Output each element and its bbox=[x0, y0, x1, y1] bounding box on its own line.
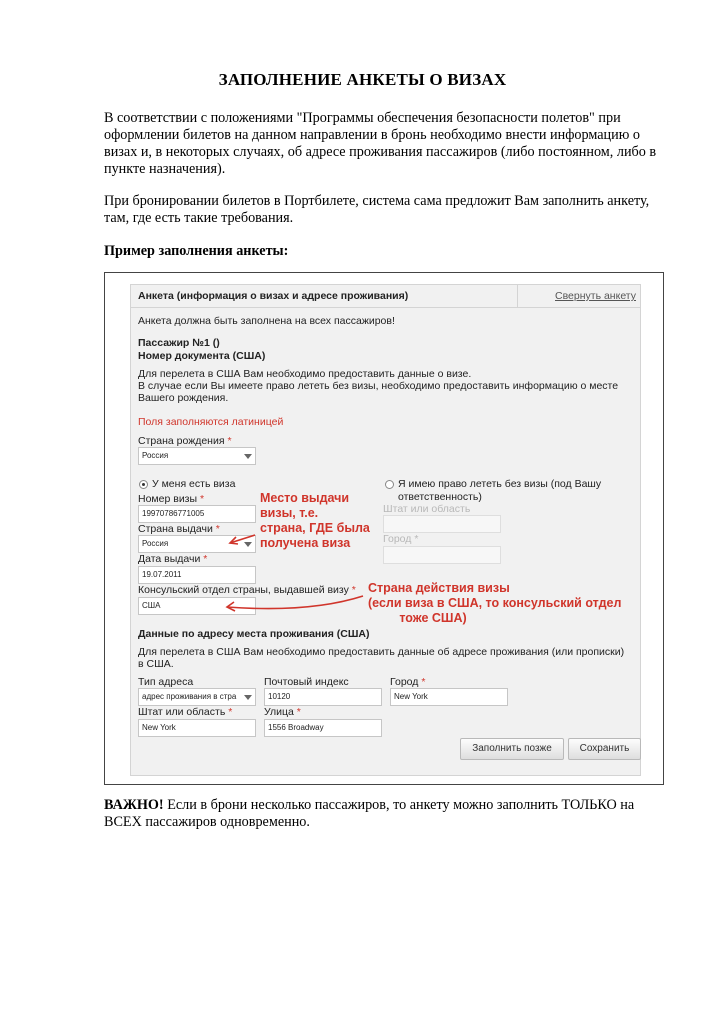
example-screenshot-frame bbox=[104, 272, 664, 785]
state-input[interactable]: New York bbox=[138, 719, 256, 737]
visa-validity-annotation: Страна действия визы (если виза в США, то консульский отдел тоже США) bbox=[368, 581, 622, 625]
state-label-disabled: Штат или область bbox=[383, 503, 471, 515]
form-title: Анкета (информация о визах и адресе проживания) bbox=[138, 290, 409, 302]
state-label: Штат или область * bbox=[138, 706, 233, 718]
issue-date-input[interactable]: 19.07.2011 bbox=[138, 566, 256, 584]
has-visa-label: У меня есть виза bbox=[152, 478, 236, 490]
passenger-title: Пассажир №1 () bbox=[138, 337, 220, 349]
address-type-select[interactable]: адрес проживания в стра bbox=[138, 688, 256, 706]
postal-code-input[interactable]: 10120 bbox=[264, 688, 382, 706]
address-info-line: Для перелета в США Вам необходимо предоставить данные об адресе проживания (или прописки) bbox=[138, 646, 625, 658]
street-input[interactable]: 1556 Broadway bbox=[264, 719, 382, 737]
postal-code-label: Почтовый индекс bbox=[264, 676, 349, 688]
latin-note: Поля заполняются латиницей bbox=[138, 416, 284, 428]
save-button[interactable]: Сохранить bbox=[568, 738, 641, 760]
no-visa-label: ответственность) bbox=[398, 491, 482, 503]
collapse-form-link[interactable]: Свернуть анкету bbox=[555, 290, 636, 302]
birth-country-select[interactable]: Россия bbox=[138, 447, 256, 465]
address-info-line: в США. bbox=[138, 658, 174, 670]
issue-country-label: Страна выдачи * bbox=[138, 523, 220, 535]
visa-number-label: Номер визы * bbox=[138, 493, 205, 505]
arrow-to-consulate bbox=[227, 596, 363, 609]
street-label: Улица * bbox=[264, 706, 301, 718]
important-note bbox=[104, 797, 664, 831]
all-passengers-note: Анкета должна быть заполнена на всех пассажиров! bbox=[138, 315, 395, 327]
booking-paragraph: При бронировании билетов в Портбилете, система сама предложит Вам заполнить анкету, там, где есть такие требования. bbox=[104, 193, 650, 226]
city-label-disabled: Город * bbox=[383, 533, 419, 545]
fill-later-button[interactable]: Заполнить позже bbox=[460, 738, 564, 760]
visa-number-input[interactable]: 19970786771005 bbox=[138, 505, 256, 523]
city-label: Город * bbox=[390, 676, 426, 688]
issue-country-select[interactable]: Россия bbox=[138, 535, 256, 553]
page-title: ЗАПОЛНЕНИЕ АНКЕТЫ О ВИЗАХ bbox=[218, 70, 507, 89]
city-input[interactable]: New York bbox=[390, 688, 508, 706]
birth-country-label: Страна рождения * bbox=[138, 435, 232, 447]
consulate-input[interactable]: США bbox=[138, 597, 256, 615]
visa-info-line: В случае если Вы имеете право лететь без визы, необходимо предоставить информацию о месте bbox=[138, 380, 619, 392]
document-title: Номер документа (США) bbox=[138, 350, 266, 362]
visa-info-line: Вашего рождения. bbox=[138, 392, 229, 404]
visa-info-line: Для перелета в США Вам необходимо предоставить данные о визе. bbox=[138, 368, 472, 380]
consulate-label: Консульский отдел страны, выдавшей визу * bbox=[138, 584, 356, 596]
intro-paragraph: В соответствии с положениями "Программы обеспечения безопасности полетов" при оформлении билетов на данном направлении в бронь необходимо внести информацию о визах и, в некоторых случаях, об адресе проживания пассажиров (либо постоянном, либо в пункте назначения). bbox=[104, 110, 657, 177]
important-text: Если в брони несколько пассажиров, то анкету можно заполнить ТОЛЬКО на ВСЕХ пассажиров одновременно. bbox=[104, 797, 635, 830]
issue-place-annotation: Место выдачи визы, т.е. страна, ГДЕ была получена виза bbox=[260, 491, 370, 550]
no-visa-label: Я имею право лететь без визы (под Вашу bbox=[398, 478, 602, 490]
address-title: Данные по адресу места проживания (США) bbox=[138, 628, 370, 640]
example-heading: Пример заполнения анкеты: bbox=[104, 243, 289, 259]
annotation-arrows bbox=[105, 273, 665, 786]
important-label: ВАЖНО! bbox=[104, 797, 164, 813]
issue-date-label: Дата выдачи * bbox=[138, 553, 208, 565]
address-type-label: Тип адреса bbox=[138, 676, 194, 688]
